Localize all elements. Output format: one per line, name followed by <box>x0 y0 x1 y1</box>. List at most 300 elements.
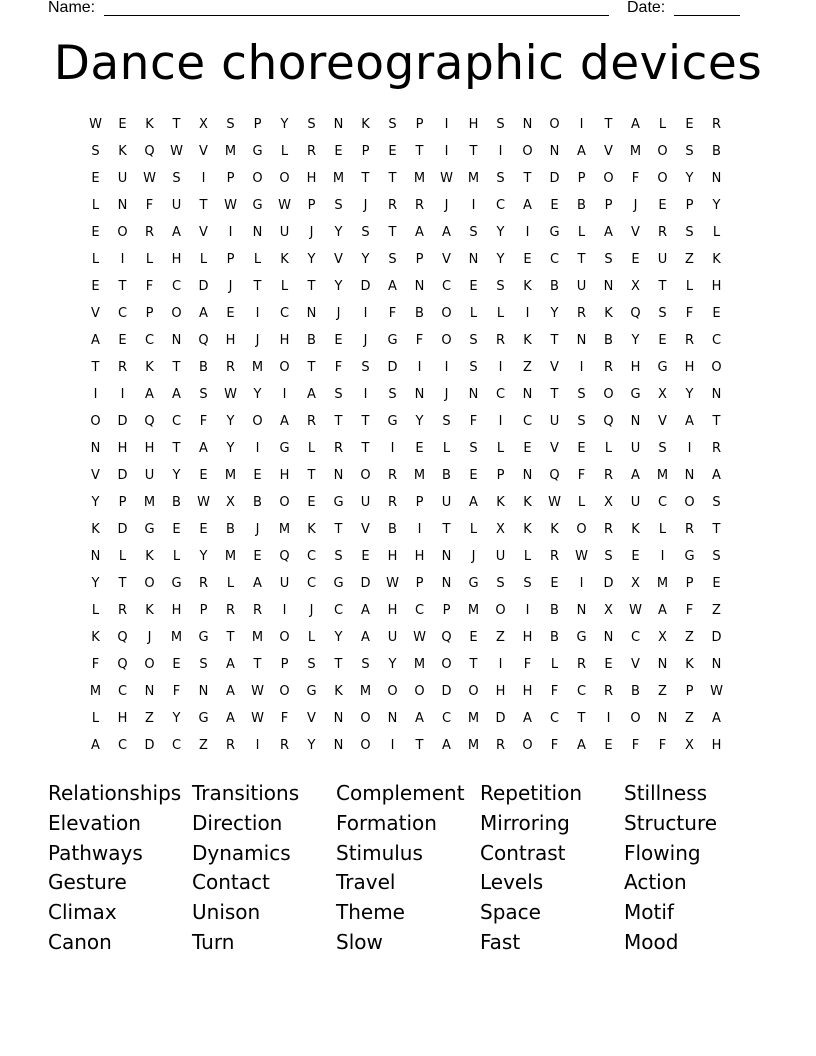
grid-letter[interactable]: B <box>550 630 559 645</box>
grid-letter[interactable]: Q <box>144 414 155 429</box>
grid-letter[interactable]: B <box>199 360 208 375</box>
grid-letter[interactable]: E <box>91 279 100 294</box>
grid-letter[interactable]: X <box>658 630 667 645</box>
grid-letter[interactable]: N <box>711 657 722 672</box>
grid-letter[interactable]: F <box>199 414 208 429</box>
grid-letter[interactable]: O <box>279 171 290 186</box>
grid-letter[interactable]: Y <box>496 225 505 240</box>
grid-letter[interactable]: R <box>603 360 614 375</box>
grid-letter[interactable]: S <box>361 657 370 672</box>
grid-letter[interactable]: Y <box>91 495 100 510</box>
grid-letter[interactable]: L <box>577 495 586 510</box>
grid-letter[interactable]: O <box>630 711 641 726</box>
grid-letter[interactable]: V <box>307 711 316 726</box>
grid-letter[interactable]: L <box>91 603 100 618</box>
grid-letter[interactable]: R <box>387 198 398 213</box>
grid-letter[interactable]: S <box>712 549 721 564</box>
grid-letter[interactable]: K <box>523 495 532 510</box>
grid-letter[interactable]: E <box>253 468 262 483</box>
grid-letter[interactable]: M <box>332 171 345 186</box>
grid-letter[interactable]: Y <box>334 630 343 645</box>
grid-letter[interactable]: Y <box>685 171 694 186</box>
grid-letter[interactable]: N <box>576 333 587 348</box>
grid-letter[interactable]: B <box>577 198 586 213</box>
grid-letter[interactable]: N <box>252 225 263 240</box>
grid-letter[interactable]: H <box>117 441 128 456</box>
grid-letter[interactable]: B <box>415 306 424 321</box>
grid-letter[interactable]: Y <box>415 414 424 429</box>
grid-letter[interactable]: C <box>171 279 182 294</box>
grid-letter[interactable]: T <box>550 387 559 402</box>
grid-letter[interactable]: C <box>144 333 155 348</box>
grid-letter[interactable]: C <box>306 549 317 564</box>
grid-letter[interactable]: W <box>386 576 399 591</box>
grid-letter[interactable]: S <box>334 198 343 213</box>
grid-letter[interactable]: D <box>360 279 371 294</box>
grid-letter[interactable]: L <box>118 549 127 564</box>
grid-letter[interactable]: M <box>224 468 237 483</box>
grid-letter[interactable]: N <box>468 252 479 267</box>
grid-letter[interactable]: O <box>279 360 290 375</box>
grid-letter[interactable]: A <box>631 117 640 132</box>
grid-letter[interactable]: O <box>252 171 263 186</box>
grid-letter[interactable]: E <box>658 198 667 213</box>
grid-letter[interactable]: S <box>523 576 532 591</box>
grid-letter[interactable]: S <box>658 306 667 321</box>
grid-letter[interactable]: K <box>307 522 316 537</box>
grid-letter[interactable]: A <box>172 225 181 240</box>
grid-letter[interactable]: H <box>144 441 155 456</box>
grid-letter[interactable]: R <box>144 225 155 240</box>
grid-letter[interactable]: F <box>685 306 694 321</box>
grid-letter[interactable]: R <box>549 549 560 564</box>
grid-letter[interactable]: F <box>145 198 154 213</box>
grid-letter[interactable]: L <box>199 252 208 267</box>
grid-letter[interactable]: Y <box>172 711 181 726</box>
grid-letter[interactable]: R <box>576 306 587 321</box>
grid-letter[interactable]: B <box>604 333 613 348</box>
grid-letter[interactable]: L <box>307 630 316 645</box>
grid-letter[interactable]: M <box>413 171 426 186</box>
grid-letter[interactable]: Q <box>441 630 452 645</box>
grid-letter[interactable]: H <box>684 360 695 375</box>
grid-letter[interactable]: E <box>226 306 235 321</box>
grid-letter[interactable]: H <box>225 333 236 348</box>
grid-letter[interactable]: A <box>361 630 370 645</box>
grid-letter[interactable]: X <box>631 279 640 294</box>
grid-letter[interactable]: Z <box>685 630 694 645</box>
grid-letter[interactable]: K <box>361 117 370 132</box>
grid-letter[interactable]: M <box>224 144 237 159</box>
grid-letter[interactable]: L <box>658 117 667 132</box>
grid-letter[interactable]: A <box>253 576 262 591</box>
grid-letter[interactable]: S <box>469 225 478 240</box>
grid-letter[interactable]: H <box>711 279 722 294</box>
grid-letter[interactable]: L <box>469 306 478 321</box>
grid-letter[interactable]: T <box>334 657 343 672</box>
grid-letter[interactable]: G <box>279 441 290 456</box>
grid-letter[interactable]: B <box>631 684 640 699</box>
grid-letter[interactable]: O <box>360 711 371 726</box>
grid-letter[interactable]: P <box>415 576 424 591</box>
grid-letter[interactable]: A <box>577 738 586 753</box>
grid-letter[interactable]: C <box>495 387 506 402</box>
grid-letter[interactable]: N <box>306 306 317 321</box>
grid-letter[interactable]: W <box>251 711 264 726</box>
grid-letter[interactable]: K <box>145 360 154 375</box>
grid-letter[interactable]: Y <box>253 387 262 402</box>
grid-letter[interactable]: L <box>91 198 100 213</box>
grid-letter[interactable]: A <box>226 657 235 672</box>
grid-letter[interactable]: H <box>630 360 641 375</box>
grid-letter[interactable]: U <box>279 225 290 240</box>
grid-letter[interactable]: N <box>117 198 128 213</box>
grid-letter[interactable]: E <box>415 441 424 456</box>
grid-letter[interactable]: P <box>199 603 208 618</box>
grid-letter[interactable]: E <box>199 468 208 483</box>
grid-letter[interactable]: N <box>549 144 560 159</box>
grid-letter[interactable]: D <box>117 468 128 483</box>
grid-letter[interactable]: I <box>444 117 449 132</box>
grid-letter[interactable]: S <box>577 387 586 402</box>
grid-letter[interactable]: T <box>577 252 586 267</box>
grid-letter[interactable]: J <box>471 549 476 564</box>
grid-letter[interactable]: U <box>117 171 128 186</box>
grid-letter[interactable]: A <box>307 387 316 402</box>
grid-letter[interactable]: I <box>498 144 503 159</box>
grid-letter[interactable]: O <box>144 657 155 672</box>
grid-letter[interactable]: S <box>307 657 316 672</box>
grid-letter[interactable]: T <box>604 117 613 132</box>
grid-letter[interactable]: E <box>604 738 613 753</box>
grid-letter[interactable]: U <box>549 414 560 429</box>
grid-letter[interactable]: H <box>468 117 479 132</box>
grid-letter[interactable]: T <box>307 468 316 483</box>
grid-letter[interactable]: S <box>604 252 613 267</box>
grid-letter[interactable]: Y <box>388 657 397 672</box>
grid-letter[interactable]: H <box>171 603 182 618</box>
grid-letter[interactable]: P <box>307 198 316 213</box>
grid-letter[interactable]: B <box>307 333 316 348</box>
grid-letter[interactable]: A <box>523 198 532 213</box>
grid-letter[interactable]: K <box>145 603 154 618</box>
grid-letter[interactable]: O <box>414 684 425 699</box>
grid-letter[interactable]: D <box>117 414 128 429</box>
grid-letter[interactable]: T <box>577 711 586 726</box>
grid-letter[interactable]: U <box>360 495 371 510</box>
grid-letter[interactable]: T <box>307 360 316 375</box>
grid-letter[interactable]: M <box>656 576 669 591</box>
grid-letter[interactable]: N <box>333 738 344 753</box>
grid-letter[interactable]: E <box>712 576 721 591</box>
grid-letter[interactable]: T <box>388 225 397 240</box>
grid-letter[interactable]: I <box>93 387 98 402</box>
grid-letter[interactable]: C <box>171 738 182 753</box>
grid-letter[interactable]: Q <box>117 630 128 645</box>
grid-letter[interactable]: O <box>252 414 263 429</box>
grid-letter[interactable]: V <box>658 414 667 429</box>
grid-letter[interactable]: S <box>469 441 478 456</box>
grid-letter[interactable]: E <box>523 441 532 456</box>
grid-letter[interactable]: I <box>417 522 422 537</box>
grid-letter[interactable]: N <box>522 117 533 132</box>
grid-letter[interactable]: C <box>441 711 452 726</box>
grid-letter[interactable]: R <box>333 441 344 456</box>
grid-letter[interactable]: T <box>334 522 343 537</box>
grid-letter[interactable]: Q <box>279 549 290 564</box>
grid-letter[interactable]: Y <box>307 252 316 267</box>
grid-letter[interactable]: X <box>226 495 235 510</box>
grid-letter[interactable]: A <box>469 495 478 510</box>
grid-letter[interactable]: W <box>89 117 102 132</box>
grid-letter[interactable]: I <box>390 441 395 456</box>
grid-letter[interactable]: V <box>91 468 100 483</box>
grid-letter[interactable]: E <box>91 225 100 240</box>
grid-letter[interactable]: N <box>90 441 101 456</box>
grid-letter[interactable]: S <box>388 117 397 132</box>
grid-letter[interactable]: I <box>120 252 125 267</box>
grid-letter[interactable]: O <box>441 657 452 672</box>
grid-letter[interactable]: U <box>495 549 506 564</box>
grid-letter[interactable]: O <box>603 171 614 186</box>
grid-letter[interactable]: T <box>118 576 127 591</box>
grid-letter[interactable]: I <box>390 738 395 753</box>
grid-letter[interactable]: O <box>90 414 101 429</box>
grid-letter[interactable]: S <box>334 387 343 402</box>
grid-letter[interactable]: M <box>170 630 183 645</box>
grid-letter[interactable]: X <box>631 576 640 591</box>
grid-letter[interactable]: I <box>282 603 287 618</box>
grid-letter[interactable]: W <box>224 198 237 213</box>
grid-letter[interactable]: D <box>603 576 614 591</box>
grid-letter[interactable]: F <box>631 738 640 753</box>
grid-letter[interactable]: A <box>415 711 424 726</box>
grid-letter[interactable]: T <box>523 171 532 186</box>
grid-letter[interactable]: H <box>522 630 533 645</box>
grid-letter[interactable]: I <box>120 387 125 402</box>
grid-letter[interactable]: O <box>522 738 533 753</box>
grid-letter[interactable]: I <box>255 738 260 753</box>
grid-letter[interactable]: S <box>469 333 478 348</box>
grid-letter[interactable]: P <box>685 198 694 213</box>
grid-letter[interactable]: Q <box>603 414 614 429</box>
grid-letter[interactable]: M <box>629 144 642 159</box>
grid-letter[interactable]: A <box>91 333 100 348</box>
grid-letter[interactable]: T <box>118 279 127 294</box>
grid-letter[interactable]: T <box>388 171 397 186</box>
grid-letter[interactable]: E <box>388 144 397 159</box>
grid-letter[interactable]: W <box>197 495 210 510</box>
grid-letter[interactable]: T <box>199 198 208 213</box>
grid-letter[interactable]: L <box>496 441 505 456</box>
grid-letter[interactable]: N <box>171 333 182 348</box>
grid-letter[interactable]: R <box>684 522 695 537</box>
grid-letter[interactable]: E <box>172 657 181 672</box>
grid-letter[interactable]: U <box>657 252 668 267</box>
grid-letter[interactable]: J <box>363 198 368 213</box>
grid-letter[interactable]: L <box>658 522 667 537</box>
grid-letter[interactable]: W <box>413 630 426 645</box>
grid-letter[interactable]: F <box>577 468 586 483</box>
grid-letter[interactable]: W <box>143 171 156 186</box>
grid-letter[interactable]: Q <box>630 306 641 321</box>
grid-letter[interactable]: N <box>414 387 425 402</box>
grid-letter[interactable]: R <box>684 333 695 348</box>
grid-letter[interactable]: V <box>604 144 613 159</box>
grid-letter[interactable]: L <box>523 549 532 564</box>
grid-letter[interactable]: G <box>171 576 182 591</box>
grid-letter[interactable]: C <box>414 603 425 618</box>
grid-letter[interactable]: A <box>604 225 613 240</box>
grid-letter[interactable]: R <box>603 522 614 537</box>
grid-letter[interactable]: B <box>712 144 721 159</box>
grid-letter[interactable]: K <box>280 252 289 267</box>
grid-letter[interactable]: D <box>549 171 560 186</box>
grid-letter[interactable]: A <box>577 144 586 159</box>
grid-letter[interactable]: A <box>442 738 451 753</box>
grid-letter[interactable]: D <box>360 576 371 591</box>
grid-letter[interactable]: Q <box>549 468 560 483</box>
grid-letter[interactable]: H <box>387 549 398 564</box>
grid-letter[interactable]: A <box>172 387 181 402</box>
grid-letter[interactable]: D <box>117 522 128 537</box>
grid-letter[interactable]: L <box>604 441 613 456</box>
grid-letter[interactable]: Y <box>361 252 370 267</box>
grid-letter[interactable]: O <box>441 333 452 348</box>
grid-letter[interactable]: I <box>498 414 503 429</box>
grid-letter[interactable]: S <box>604 549 613 564</box>
grid-letter[interactable]: G <box>657 360 668 375</box>
grid-letter[interactable]: C <box>117 306 128 321</box>
grid-letter[interactable]: P <box>442 603 451 618</box>
grid-letter[interactable]: U <box>441 495 452 510</box>
grid-letter[interactable]: F <box>523 657 532 672</box>
grid-letter[interactable]: E <box>118 117 127 132</box>
grid-letter[interactable]: Y <box>631 333 640 348</box>
grid-letter[interactable]: O <box>576 522 587 537</box>
grid-letter[interactable]: W <box>548 495 561 510</box>
grid-letter[interactable]: R <box>603 684 614 699</box>
grid-letter[interactable]: D <box>198 279 209 294</box>
grid-letter[interactable]: N <box>576 603 587 618</box>
grid-letter[interactable]: S <box>496 117 505 132</box>
grid-letter[interactable]: O <box>441 306 452 321</box>
grid-letter[interactable]: N <box>144 684 155 699</box>
grid-letter[interactable]: N <box>333 711 344 726</box>
grid-letter[interactable]: L <box>226 576 235 591</box>
grid-letter[interactable]: A <box>388 279 397 294</box>
grid-letter[interactable]: E <box>469 468 478 483</box>
grid-letter[interactable]: B <box>550 603 559 618</box>
grid-letter[interactable]: R <box>657 225 668 240</box>
grid-letter[interactable]: N <box>657 711 668 726</box>
grid-letter[interactable]: E <box>550 576 559 591</box>
grid-letter[interactable]: R <box>576 657 587 672</box>
grid-letter[interactable]: A <box>415 225 424 240</box>
grid-letter[interactable]: R <box>387 495 398 510</box>
grid-letter[interactable]: T <box>712 414 721 429</box>
grid-letter[interactable]: V <box>361 522 370 537</box>
grid-letter[interactable]: S <box>361 360 370 375</box>
grid-letter[interactable]: M <box>656 468 669 483</box>
grid-letter[interactable]: G <box>549 225 560 240</box>
grid-letter[interactable]: H <box>171 252 182 267</box>
grid-letter[interactable]: R <box>495 333 506 348</box>
grid-letter[interactable]: M <box>89 684 102 699</box>
grid-letter[interactable]: E <box>334 333 343 348</box>
grid-letter[interactable]: W <box>575 549 588 564</box>
grid-letter[interactable]: E <box>199 522 208 537</box>
grid-letter[interactable]: Y <box>199 549 208 564</box>
grid-letter[interactable]: N <box>522 468 533 483</box>
grid-letter[interactable]: I <box>498 360 503 375</box>
grid-letter[interactable]: U <box>279 576 290 591</box>
grid-letter[interactable]: F <box>550 684 559 699</box>
grid-letter[interactable]: U <box>576 279 587 294</box>
grid-letter[interactable]: K <box>496 495 505 510</box>
grid-letter[interactable]: G <box>252 198 263 213</box>
grid-letter[interactable]: R <box>711 117 722 132</box>
grid-letter[interactable]: J <box>363 333 368 348</box>
grid-letter[interactable]: P <box>280 657 289 672</box>
grid-letter[interactable]: D <box>711 630 722 645</box>
grid-letter[interactable]: K <box>631 522 640 537</box>
grid-letter[interactable]: J <box>336 306 341 321</box>
grid-letter[interactable]: T <box>442 522 451 537</box>
grid-letter[interactable]: O <box>117 225 128 240</box>
grid-letter[interactable]: F <box>469 414 478 429</box>
grid-letter[interactable]: T <box>91 360 100 375</box>
grid-letter[interactable]: E <box>334 144 343 159</box>
grid-letter[interactable]: V <box>334 252 343 267</box>
grid-letter[interactable]: G <box>333 576 344 591</box>
grid-letter[interactable]: Y <box>334 279 343 294</box>
grid-letter[interactable]: A <box>280 414 289 429</box>
grid-letter[interactable]: C <box>117 684 128 699</box>
grid-letter[interactable]: D <box>495 711 506 726</box>
grid-letter[interactable]: I <box>363 387 368 402</box>
grid-letter[interactable]: M <box>413 468 426 483</box>
grid-letter[interactable]: S <box>91 144 100 159</box>
grid-letter[interactable]: I <box>525 306 530 321</box>
grid-letter[interactable]: E <box>172 522 181 537</box>
grid-letter[interactable]: F <box>631 171 640 186</box>
grid-letter[interactable]: O <box>495 603 506 618</box>
grid-letter[interactable]: G <box>198 711 209 726</box>
grid-letter[interactable]: F <box>550 738 559 753</box>
grid-letter[interactable]: I <box>525 603 530 618</box>
grid-letter[interactable]: Z <box>712 603 721 618</box>
grid-letter[interactable]: P <box>496 468 505 483</box>
grid-letter[interactable]: E <box>577 441 586 456</box>
grid-letter[interactable]: E <box>361 549 370 564</box>
grid-letter[interactable]: P <box>118 495 127 510</box>
grid-letter[interactable]: O <box>657 171 668 186</box>
grid-letter[interactable]: N <box>630 414 641 429</box>
grid-letter[interactable]: R <box>387 468 398 483</box>
grid-letter[interactable]: T <box>172 117 181 132</box>
grid-letter[interactable]: X <box>604 603 613 618</box>
grid-letter[interactable]: K <box>523 333 532 348</box>
grid-letter[interactable]: C <box>549 252 560 267</box>
grid-letter[interactable]: L <box>253 252 262 267</box>
grid-letter[interactable]: M <box>143 495 156 510</box>
grid-letter[interactable]: P <box>685 576 694 591</box>
grid-letter[interactable]: B <box>226 522 235 537</box>
grid-letter[interactable]: L <box>577 225 586 240</box>
grid-letter[interactable]: F <box>280 711 289 726</box>
grid-letter[interactable]: C <box>306 576 317 591</box>
